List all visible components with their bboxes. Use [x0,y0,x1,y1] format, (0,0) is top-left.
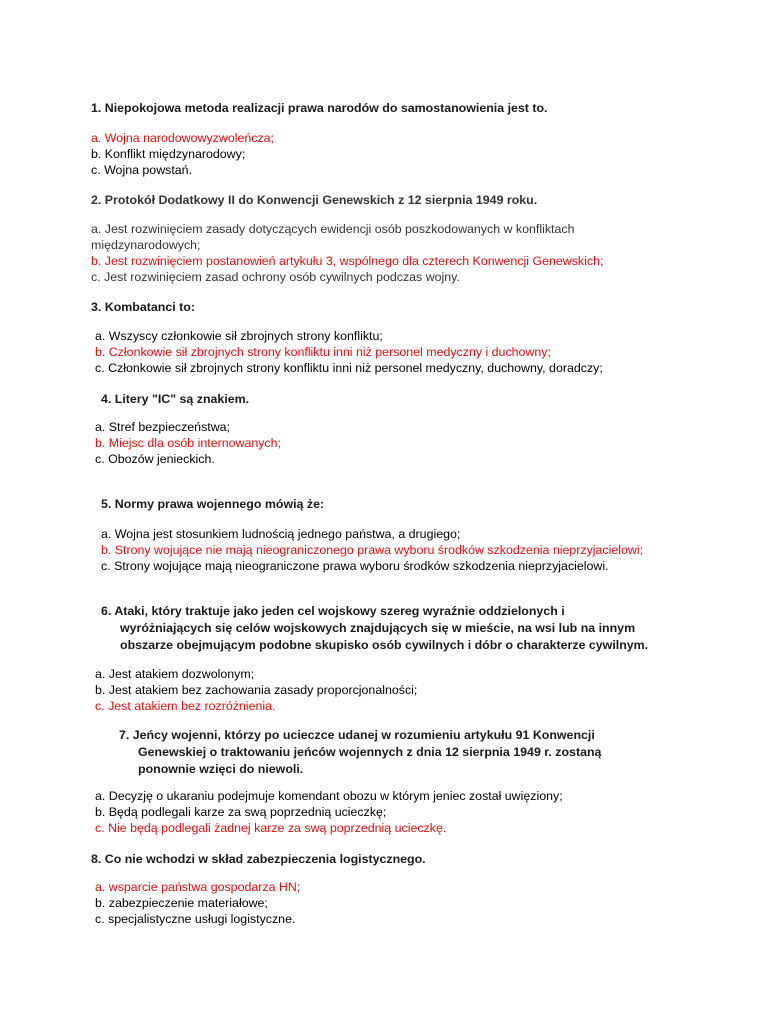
question-8-answer-b: b. zabezpieczenie materiałowe; [95,896,268,910]
question-8-title: 8. Co nie wchodzi w skład zabezpieczenia logistycznego. [91,852,426,866]
question-3-answer-b: b. Członkowie sił zbrojnych strony konfliktu inni niż personel medyczny i duchowny; [95,345,551,359]
question-6-answer-b: b. Jest atakiem bez zachowania zasady proporcjonalności; [95,683,418,697]
question-6-title-line3: obszarze obejmującym podobne skupisko osób cywilnych i dóbr o charakterze cywilnym. [120,638,649,652]
question-3-answer-c: c. Członkowie sił zbrojnych strony konfliktu inni niż personel medyczny, duchowny, doradczy; [95,361,603,375]
question-7-answer-b: b. Będą podlegali karze za swą poprzednią ucieczkę; [95,805,387,819]
question-1-answer-c: c. Wojna powstań. [91,163,193,177]
question-2-answer-b: b. Jest rozwinięciem postanowień artykułu 3, wspólnego dla czterech Konwencji Genewskich; [91,254,604,268]
question-6-answer-a: a. Jest atakiem dozwolonym; [95,667,255,681]
question-6-title-line1: 6. Ataki, który traktuje jako jeden cel wojskowy szereg wyraźnie oddzielonych i [101,604,565,618]
question-5-answer-c: c. Strony wojujące mają nieograniczone prawa wyboru środków szkodzenia nieprzyjacielowi. [101,559,609,573]
question-3-title: 3. Kombatanci to: [91,300,195,314]
question-4-answer-c: c. Obozów jenieckich. [95,452,215,466]
question-2-answer-a-line2: międzynarodowych; [91,238,201,252]
question-8-answer-a: a. wsparcie państwa gospodarza HN; [95,880,301,894]
question-4-answer-b: b. Miejsc dla osób internowanych; [95,436,281,450]
question-5-title: 5. Normy prawa wojennego mówią że: [101,497,325,511]
question-3-answer-a: a. Wszyscy członkowie sił zbrojnych strony konfliktu; [95,329,383,343]
question-5-answer-b: b. Strony wojujące nie mają nieograniczonego prawa wyboru środków szkodzenia nieprzyjacielowi; [101,543,644,557]
question-1-answer-b: b. Konflikt międzynarodowy; [91,147,246,161]
question-1-title: 1. Niepokojowa metoda realizacji prawa narodów do samostanowienia jest to. [91,101,548,115]
question-7-answer-a: a. Decyzję o ukaraniu podejmuje komendant obozu w którym jeniec został uwięziony; [95,789,563,803]
question-4-answer-a: a. Stref bezpieczeństwa; [95,420,230,434]
question-1-answer-a: a. Wojna narodowowyzwoleńcza; [91,131,274,145]
question-8-answer-c: c. specjalistyczne usługi logistyczne. [95,912,296,926]
question-6-answer-c: c. Jest atakiem bez rozróżnienia. [95,699,276,713]
question-7-title-line2: Genewskiej o traktowaniu jeńców wojennych z dnia 12 sierpnia 1949 r. zostaną [138,745,602,759]
question-2-title: 2. Protokół Dodatkowy II do Konwencji Genewskich z 12 sierpnia 1949 roku. [91,193,538,207]
question-6-title-line2: wyróżniających się celów wojskowych znajdujących się w mieście, na wsi lub na innym [120,621,636,635]
question-2-answer-a-line1: a. Jest rozwinięciem zasady dotyczących ewidencji osób poszkodowanych w konfliktach [91,222,575,236]
question-7-answer-c: c. Nie będą podlegali żadnej karze za swą poprzednią ucieczkę. [95,821,447,835]
question-5-answer-a: a. Wojna jest stosunkiem ludnością jednego państwa, a drugiego; [101,527,461,541]
question-2-answer-c: c. Jest rozwinięciem zasad ochrony osób cywilnych podczas wojny. [91,270,460,284]
question-7-title-line3: ponownie wzięci do niewoli. [138,762,304,776]
question-4-title: 4. Litery "IC" są znakiem. [101,392,250,406]
question-7-title-line1: 7. Jeńcy wojenni, którzy po ucieczce udanej w rozumieniu artykułu 91 Konwencji [119,728,595,742]
